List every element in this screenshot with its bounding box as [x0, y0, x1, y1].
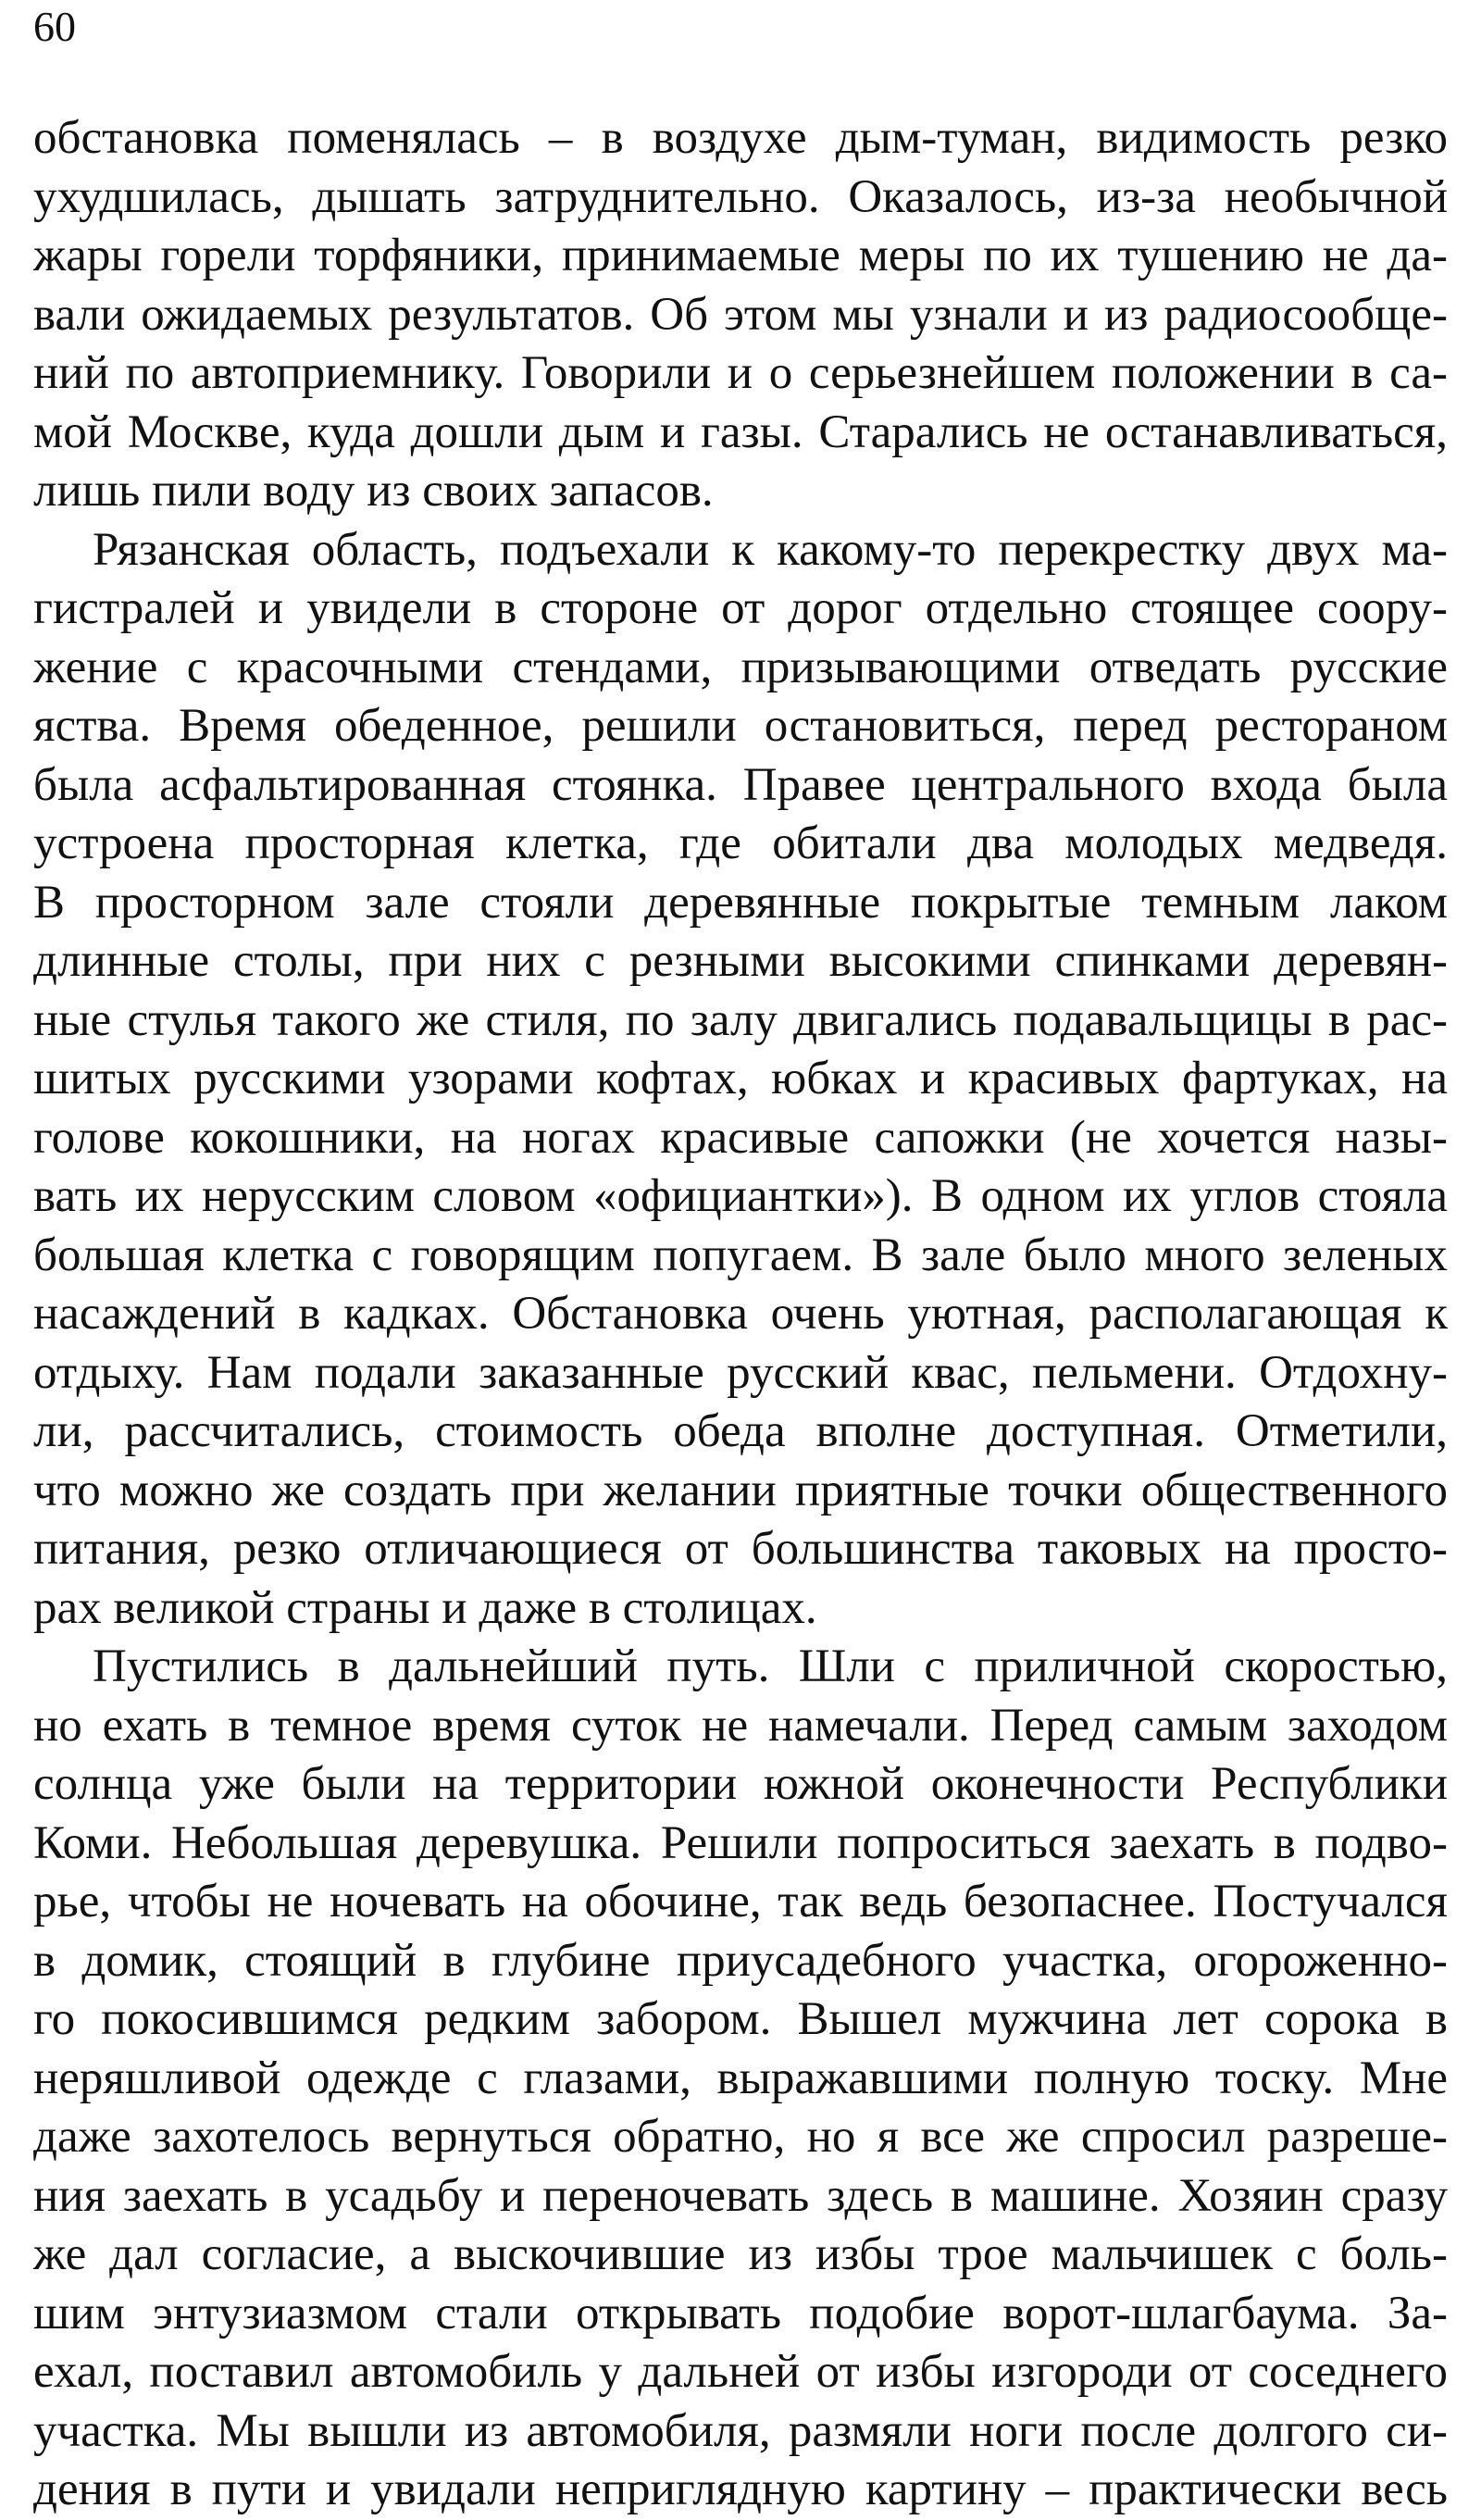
- text-line: была асфальтированная стоянка. Правее центрального входа была: [33, 758, 1448, 811]
- text-line: питания, резко отличающиеся от большинства таковых на просто-: [33, 1523, 1448, 1575]
- text-line: шитых русскими узорами кофтах, юбках и красивых фартуках, на: [33, 1053, 1448, 1104]
- text-line: большая клетка с говорящим попугаем. В зале было много зеленых: [33, 1229, 1448, 1281]
- text-line: Рязанская область, подъехали к какому-то перекрестку двух ма-: [93, 523, 1448, 576]
- text-line: же дал согласие, а выскочившие из избы трое мальчишек с боль-: [33, 2228, 1448, 2280]
- text-line: жары горели торфяники, принимаемые меры по их тушению не да-: [33, 230, 1448, 281]
- text-line: гистралей и увидели в стороне от дорог отдельно стоящее соору-: [33, 582, 1448, 634]
- text-line: устроена просторная клетка, где обитали два молодых медведя.: [33, 817, 1448, 869]
- text-line: отдыху. Нам подали заказанные русский квас, пельмени. Отдохну-: [33, 1346, 1448, 1399]
- text-line: Коми. Небольшая деревушка. Решили попроситься заехать в подво-: [33, 1816, 1448, 1869]
- text-line: ные стулья такого же стиля, по залу двигались подавальщицы в рас-: [33, 993, 1448, 1046]
- body-text: [33, 109, 1448, 2520]
- text-line: дения в пути и увидали неприглядную картину – практически весь: [33, 2464, 1448, 2515]
- page-number: 60: [33, 3, 76, 50]
- text-line: лишь пили воду из своих запасов.: [33, 465, 714, 517]
- text-line: ний по автоприемнику. Говорили и о серьезнейшем положении в са-: [33, 347, 1448, 399]
- text-line: яства. Время обеденное, решили остановиться, перед рестораном: [33, 700, 1448, 752]
- text-line: неряшливой одежде с глазами, выражавшими полную тоску. Мне: [33, 2052, 1448, 2104]
- text-line: обстановка поменялась – в воздухе дым-туман, видимость резко: [33, 112, 1448, 164]
- text-line: но ехать в темное время суток не намечали. Перед самым заходом: [33, 1699, 1448, 1752]
- text-line: ли, рассчитались, стоимость обеда вполне доступная. Отметили,: [33, 1405, 1448, 1457]
- text-line: жение с красочными стендами, призывающими отведать русские: [33, 641, 1448, 693]
- text-line: даже захотелось вернуться обратно, но я все же спросил разреше-: [33, 2111, 1448, 2163]
- text-line: ехал, поставил автомобиль у дальней от избы изгороди от соседнего: [33, 2346, 1448, 2398]
- text-line: Пустились в дальнейший путь. Шли с приличной скоростью,: [93, 1640, 1448, 1692]
- text-line: вать их нерусским словом «официантки»). В одном их углов стояла: [33, 1170, 1448, 1222]
- text-line: мой Москве, куда дошли дым и газы. Старались не останавливаться,: [33, 405, 1448, 458]
- text-line: рах великой страны и даже в столицах.: [33, 1581, 817, 1634]
- text-line: участка. Мы вышли из автомобиля, размяли ноги после долгого си-: [33, 2404, 1448, 2457]
- text-line: голове кокошники, на ногах красивые сапожки (не хочется назы-: [33, 1111, 1448, 1164]
- text-line: рье, чтобы не ночевать на обочине, так ведь безопаснее. Постучался: [33, 1876, 1448, 1927]
- text-line: ния заехать в усадьбу и переночевать здесь в машине. Хозяин сразу: [33, 2169, 1448, 2222]
- text-line: шим энтузиазмом стали открывать подобие ворот-шлагбаума. За-: [33, 2287, 1448, 2339]
- text-line: ухудшилась, дышать затруднительно. Оказалось, из-за необычной: [33, 170, 1448, 223]
- text-line: длинные столы, при них с резными высокими спинками деревян-: [33, 935, 1448, 987]
- text-line: в домик, стоящий в глубине приусадебного участка, огороженно-: [33, 1934, 1448, 1987]
- text-line: солнца уже были на территории южной оконечности Республики: [33, 1758, 1448, 1810]
- text-line: В просторном зале стояли деревянные покрытые темным лаком: [33, 876, 1448, 929]
- text-line: насаждений в кадках. Обстановка очень уютная, располагающая к: [33, 1288, 1448, 1340]
- text-line: что можно же создать при желании приятные точки общественного: [33, 1464, 1448, 1516]
- text-line: вали ожидаемых результатов. Об этом мы узнали и из радиосообще-: [33, 288, 1448, 341]
- text-line: го покосившимся редким забором. Вышел мужчина лет сорока в: [33, 1993, 1448, 2045]
